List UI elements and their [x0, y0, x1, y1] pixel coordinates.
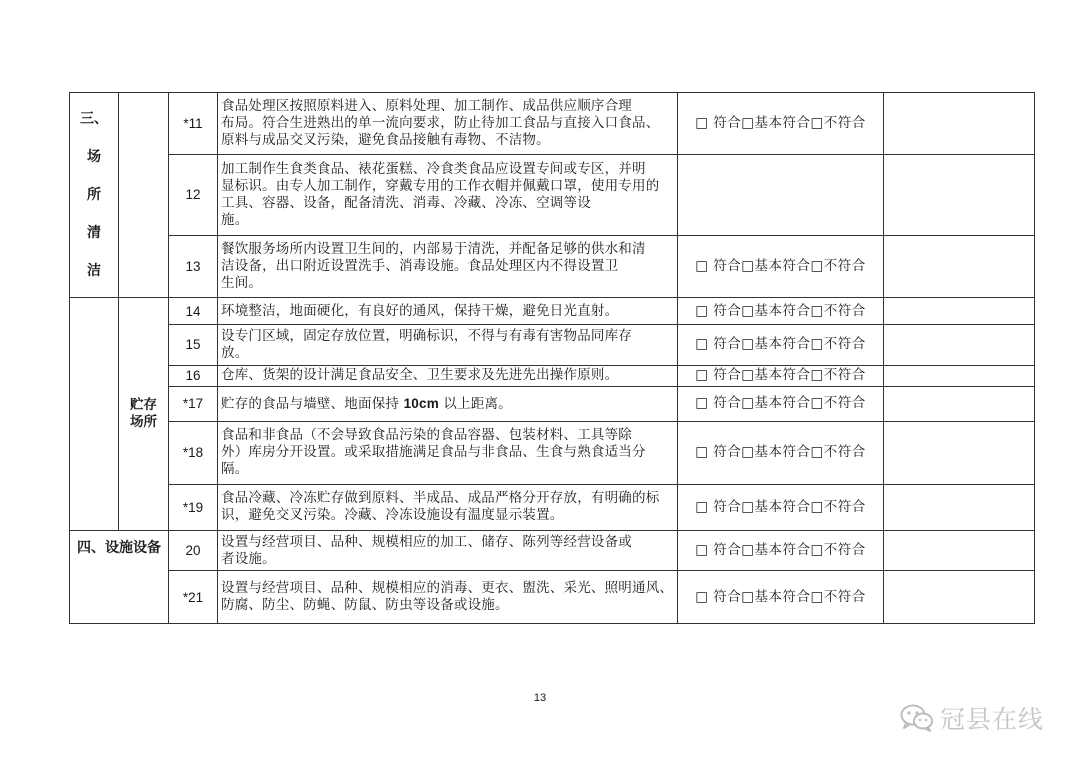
subcategory-storage — [119, 297, 169, 530]
category-char: 所 — [87, 186, 101, 203]
item-number: 20 — [169, 531, 218, 571]
item-number: *19 — [169, 484, 218, 530]
compliance-options[interactable]: □ 符合□基本符合□不符合 — [678, 365, 884, 386]
requirement-line: 外）库房分开设置。或采取措施满足食品与非食品、生食与熟食适当分 — [221, 444, 646, 461]
requirement-line: 食品和非食品（不会导致食品污染的食品容器、包装材料、工具等除 — [221, 427, 632, 444]
watermark — [900, 700, 1044, 736]
item-number: *18 — [169, 422, 218, 485]
requirement-line: 仓库、货架的设计满足食品安全、卫生要求及先进先出操作原则。 — [221, 367, 619, 384]
requirement-line: 设专门区域，固定存放位置，明确标识，不得与有毒有害物品同库存 — [221, 327, 632, 344]
table-row — [70, 531, 1035, 571]
remark-cell — [884, 571, 1035, 624]
item-number: 14 — [169, 297, 218, 324]
table-row — [70, 297, 1035, 324]
remark-cell — [884, 93, 1035, 155]
compliance-options[interactable] — [678, 154, 884, 236]
watermark-text: 冠县在线 — [940, 705, 1045, 734]
table-row — [70, 154, 1035, 236]
item-number: 15 — [169, 325, 218, 365]
requirement-text: 贮存的食品与墙壁、地面保持 — [221, 395, 404, 412]
item-number: *11 — [169, 93, 218, 155]
remark-cell — [884, 531, 1035, 571]
requirement-line: 防腐、防尘、防蝇、防鼠、防虫等设备或设施。 — [221, 597, 509, 614]
distance-value: 10cm — [403, 395, 439, 411]
requirement-line: 施。 — [221, 211, 249, 228]
category-3-continued-cell — [70, 297, 119, 530]
compliance-options[interactable]: □ 符合□基本符合□不符合 — [678, 571, 884, 624]
requirement-line: 餐饮服务场所内设置卫生间的，内部易于清洗，并配备足够的供水和清 — [221, 241, 646, 258]
remark-cell — [884, 154, 1035, 236]
requirement-line: 食品冷藏、冷冻贮存做到原料、半成品、成品严格分开存放，有明确的标 — [221, 490, 660, 507]
wechat-icon — [900, 703, 934, 733]
requirement-line: 食品处理区按照原料进入、原料处理、加工制作、成品供应顺序合理 — [221, 97, 632, 114]
compliance-options[interactable]: □ 符合□基本符合□不符合 — [678, 484, 884, 530]
compliance-options[interactable]: □ 符合□基本符合□不符合 — [678, 236, 884, 298]
category-char: 三、 — [80, 110, 108, 127]
requirement-line: 显标识。由专人加工制作，穿戴专用的工作衣帽并佩戴口罩，使用专用的 — [221, 177, 660, 194]
requirement-line: 隔。 — [221, 461, 249, 478]
table-row — [70, 236, 1035, 298]
table-row — [70, 365, 1035, 386]
category-3-cell — [70, 93, 119, 298]
remark-cell — [884, 297, 1035, 324]
requirement-text: 以上距离。 — [438, 395, 512, 412]
remark-cell — [884, 236, 1035, 298]
subcategory-line: 场所 — [130, 413, 157, 430]
item-number: 12 — [169, 154, 218, 236]
remark-cell — [884, 365, 1035, 386]
item-requirement — [218, 531, 678, 571]
compliance-options[interactable]: □ 符合□基本符合□不符合 — [678, 297, 884, 324]
requirement-line: 加工制作生食类食品、裱花蛋糕、冷食类食品应设置专间或专区，并明 — [221, 160, 646, 177]
requirement-line: 设置与经营项目、品种、规模相应的消毒、更衣、盥洗、采光、照明通风、 — [221, 580, 674, 597]
requirement-line: 环境整洁，地面硬化，有良好的通风，保持干燥，避免日光直射。 — [221, 302, 619, 319]
requirement-line: 识，避免交叉污染。冷藏、冷冻设施设有温度显示装置。 — [221, 507, 564, 524]
requirement-line: 洁设备，出口附近设置洗手、消毒设施。食品处理区内不得设置卫 — [221, 258, 619, 275]
requirement-line: 原料与成品交叉污染，避免食品接触有毒物、不洁物。 — [221, 131, 550, 148]
requirement-line: 工具、容器、设备，配备清洗、消毒、冷藏、冷冻、空调等设 — [221, 194, 591, 211]
category-4-cell: 四、设施设备 — [70, 531, 169, 624]
item-requirement — [218, 422, 678, 485]
compliance-options[interactable]: □ 符合□基本符合□不符合 — [678, 386, 884, 421]
item-requirement — [218, 571, 678, 624]
remark-cell — [884, 422, 1035, 485]
category-char: 洁 — [87, 262, 101, 279]
item-number: 13 — [169, 236, 218, 298]
requirement-line: 布局。符合生进熟出的单一流向要求，防止待加工食品与直接入口食品、 — [221, 114, 660, 131]
requirement-line: 放。 — [221, 344, 249, 361]
item-requirement — [218, 236, 678, 298]
remark-cell — [884, 484, 1035, 530]
requirement-line: 设置与经营项目、品种、规模相应的加工、储存、陈列等经营设备或 — [221, 533, 632, 550]
item-requirement — [218, 154, 678, 236]
table-row — [70, 571, 1035, 624]
compliance-options[interactable]: □ 符合□基本符合□不符合 — [678, 93, 884, 155]
table-row — [70, 484, 1035, 530]
table-row — [70, 325, 1035, 365]
item-requirement — [218, 297, 678, 324]
item-requirement — [218, 325, 678, 365]
item-requirement — [218, 386, 678, 421]
inspection-sheet — [69, 92, 1034, 624]
page-number: 13 — [533, 692, 547, 704]
item-number: *21 — [169, 571, 218, 624]
category-char: 场 — [87, 148, 101, 165]
remark-cell — [884, 386, 1035, 421]
item-number: 16 — [169, 365, 218, 386]
remark-cell — [884, 325, 1035, 365]
requirement-line: 者设施。 — [221, 550, 276, 567]
inspection-table — [69, 92, 1035, 624]
compliance-options[interactable]: □ 符合□基本符合□不符合 — [678, 422, 884, 485]
subcategory-empty-cell — [119, 93, 169, 298]
item-requirement — [218, 365, 678, 386]
subcategory-line: 贮存 — [130, 396, 157, 413]
table-row — [70, 422, 1035, 485]
category-char: 清 — [87, 224, 101, 241]
item-requirement — [218, 484, 678, 530]
compliance-options[interactable]: □ 符合□基本符合□不符合 — [678, 531, 884, 571]
item-requirement — [218, 93, 678, 155]
table-row — [70, 386, 1035, 421]
compliance-options[interactable]: □ 符合□基本符合□不符合 — [678, 325, 884, 365]
item-number: *17 — [169, 386, 218, 421]
requirement-line: 生间。 — [221, 275, 263, 292]
table-row — [70, 93, 1035, 155]
